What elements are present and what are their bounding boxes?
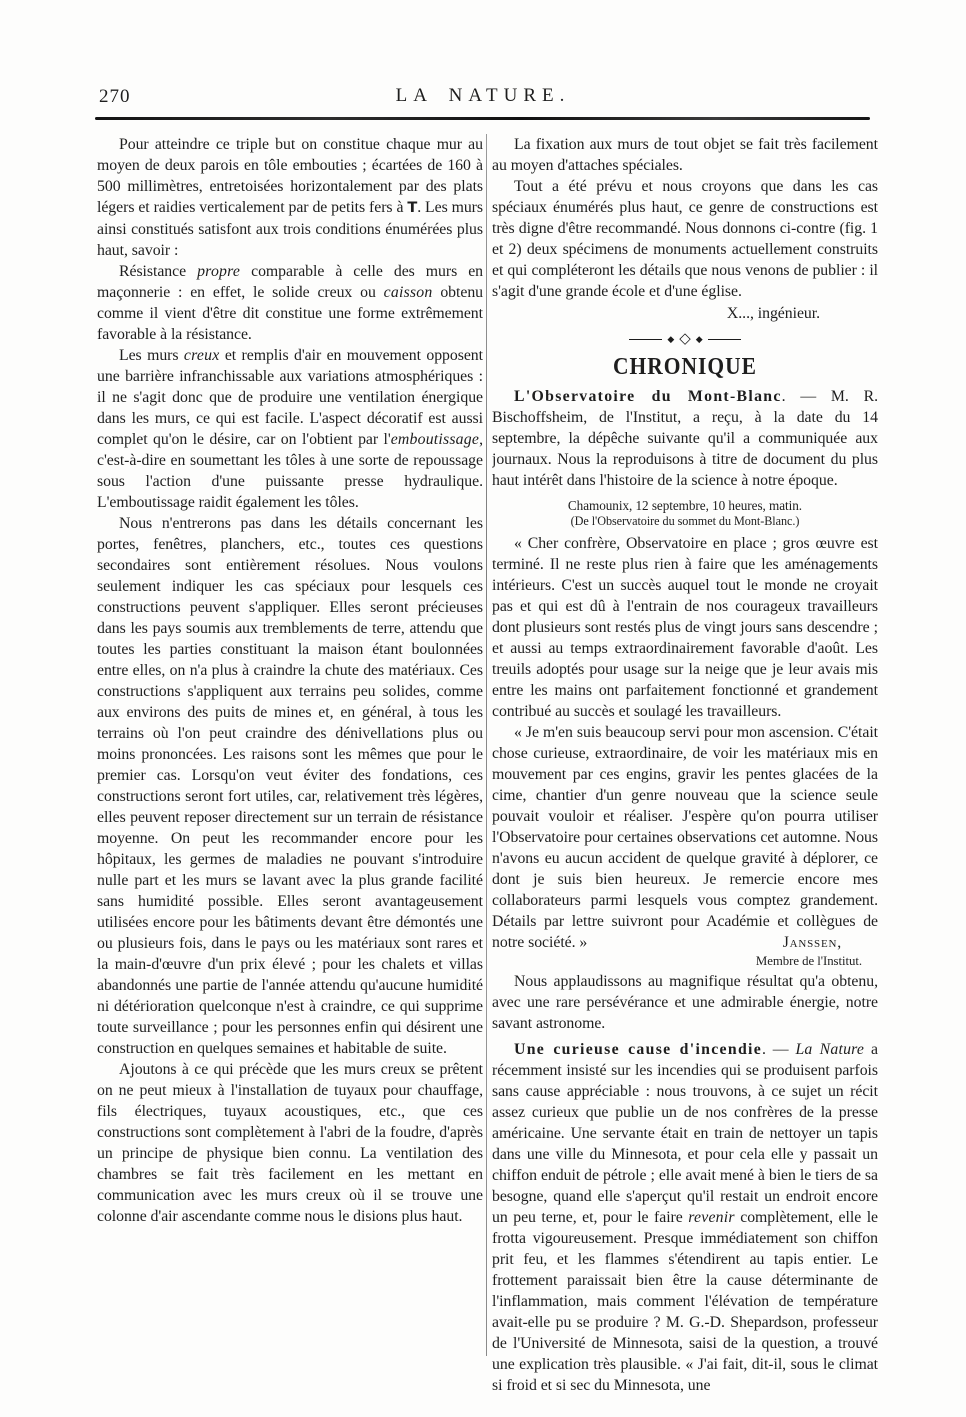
header-rule: [95, 117, 870, 120]
observatoire-paragraph: L'Observatoire du Mont-Blanc. — M. R. Bischoffsheim, de l'Institut, a reçu, à la date du 14 septembre, la dépêche suivante qu'il a communiquée aux journaux. Nous la reproduisons à titre de document du plus haut intérêt dans l'histoire de la science à notre époque.: [492, 388, 878, 489]
text-run: revenir: [688, 1209, 735, 1226]
paragraph: Résistance propre comparable à celle des murs en maçonnerie : en effet, le solide creux ou caisson obtenu comme il vient d'être dit constitue une forme extrêmement favorable à la résistance.: [97, 263, 483, 343]
right-column: [492, 134, 878, 1396]
closing-paragraph: Nous applaudissons au magnifique résultat qu'a obtenu, avec une rare persévérance et une admirable énergie, notre savant astronome.: [492, 973, 878, 1032]
text-run: propre: [197, 263, 241, 280]
page-number: 270: [99, 86, 131, 107]
journal-title: LA NATURE.: [395, 85, 571, 106]
paragraph: Les murs creux et remplis d'air en mouvement opposent une barrière infranchissable aux variations atmosphériques : il ne s'agit donc que de produire une ventilation énergique dans les murs, ce qui est facile. L'aspect décoratif est aussi complet qu'on le désire, car on l'obtient par l'emboutissage, c'est-à-dire en soumettant les tôles à une sorte de repoussage sous l'action d'une puissante presse hydraulique. L'emboutissage raidit également les tôles.: [97, 347, 483, 511]
diamond-icon: ◆: [667, 334, 675, 344]
text-run: T: [407, 200, 418, 216]
article-end: [492, 134, 878, 302]
paragraph: Nous n'entrerons pas dans les détails concernant les portes, fenêtres, planchers, etc., toutes ces questions secondaires sont entièrement résolues. Nous voulons seulement indiquer les cas spéciaux pour lesquels ces constructions peuvent s'appliquer. Elles seront précieuses dans les pays soumis aux tremblements de terre, attendu que toutes les parties constituant la maison étant boulonnées entre elles, on n'a plus à craindre la chute des matériaux. Ces constructions s'appliquent aux terrains peu solides, comme aux environs des puits de mines et, en général, à tous les terrains où l'on peut craindre des dénivellations plus ou moins prononcées. Les raisons sont les mêmes que pour le premier cas. Lorsqu'on veut éviter des fondations, ces constructions seront fort utiles, car, relativement très légères, elles peuvent reposer directement sur un terrain de résistance moyenne. On peut les recommander encore pour les hôpitaux, les germes de maladies ne pouvant s'introduire nulle part et les murs se lavant avec la plus grande facilité sans humidité possible. Elles seront avantageusement utilisées encore pour les bâtiments devant être démontés une ou plusieurs fois, dans le pays ou les matériaux sont rares et la main-d'œuvre d'un prix élevé ; pour les chalets et villas abandonnés une partie de l'année attendu qu'aucune humidité ni détérioration quelconque n'est à craindre, ce qui supprime toute surveillance ; pour les personnes enfin qui désirent une construction en quelques semaines et habitable de suite.: [97, 515, 483, 1057]
ornament-line: [629, 339, 662, 341]
telegram-paragraph: « Je m'en suis beaucoup servi pour mon ascension. C'était chose curieuse, extraordinaire, de voir les matériaux mis en mouvement par ces engins, gravir les pentes glacées de la cime, chantier d'un genre nouveau que la science seule pouvait vouloir et réaliser. J'espère qu'on pourra utiliser l'Observatoire pour certaines observations cet automne. Nous n'avons eu aucun accident de quelque gravité à déplorer, ce dont je suis bien heureux. Je remercie encore mes collaborateurs parmi lesquels vous comptez grandement. Détails par lettre suivront pour Académie et collègues de notre société. » Janssen,: [492, 724, 878, 951]
telegram-signature-title: Membre de l'Institut.: [755, 954, 862, 968]
text-run: Une curieuse cause d'incendie: [514, 1041, 763, 1058]
chronique-heading: CHRONIQUE: [613, 352, 757, 380]
text-run: La Nature: [795, 1041, 865, 1058]
diamond-icon: ◆: [695, 334, 703, 344]
paragraph: La fixation aux murs de tout objet se fait très facilement au moyen d'attaches spéciales.: [492, 136, 878, 174]
text-run: L'Observatoire du Mont-Blanc: [514, 388, 782, 405]
ornament-line: [708, 339, 741, 341]
paragraph: Ajoutons à ce qui précède que les murs creux se prêtent on ne peut mieux à l'installation de tuyaux pour chauffage, fils électriques, tuyaux acoustiques, etc., que ces constructions sont complètement à l'abri de la foudre, d'après un principe de physique bien connu. La ventilation des chambres se fait très facilement en les mettant en communication avec les murs creux où il se trouve une colonne d'air ascendante comme nous le disions plus haut.: [97, 1061, 483, 1225]
paragraph: Pour atteindre ce triple but on constitue chaque mur au moyen de deux parois en tôle embouties ; écartées de 160 à 500 millimètres, entretoisées horizontalement par des plats légers et raidies verticalement par de petits fers à T. Les murs ainsi constitués satisfont aux trois conditions énumérées plus haut, savoir :: [97, 136, 483, 259]
text-run: emboutissage: [390, 431, 480, 448]
text-run: caisson: [383, 284, 433, 301]
left-column: [97, 134, 483, 1227]
dateline-source: (De l'Observatoire du sommet du Mont-Blanc.): [570, 514, 800, 528]
ornament-divider: [492, 332, 878, 347]
column-divider: [486, 134, 487, 1356]
telegram-signature-name: Janssen,: [782, 934, 842, 951]
telegram-paragraph: « Cher confrère, Observatoire en place ; gros œuvre est terminé. Il ne reste plus rien à faire que les aménagements intérieurs. C'est un succès auquel tout le monde ne croyait pas et qui est dû à l'entrain de nos courageux travailleurs dont plusieurs sont restés plus de vingt jours sans descendre ; et aussi au temps extraordinairement favorable d'août. Les treuils adoptés pour usage sur la neige que je leur avais mis entre les mains ont parfaitement fonctionné et grandement contribué au succès et soulagé les travailleurs.: [492, 535, 878, 720]
dateline-place: Chamounix, 12 septembre, 10 heures, matin.: [567, 498, 803, 513]
paragraph: Tout a été prévu et nous croyons que dans les cas spéciaux énumérés plus haut, ce genre de constructions est très digne d'être recommandé. Nous donnons ci-contre (fig. 1 et 2) deux spécimens de monuments actuellement construits et qui compléteront les détails que nous venons de publier : il s'agit d'une grande école et d'une église.: [492, 178, 878, 300]
engineer-signature: X..., ingénieur.: [726, 305, 820, 322]
diamond-icon: ◇: [679, 331, 691, 347]
incendie-paragraph: Une curieuse cause d'incendie. — La Nature a récemment insisté sur les incendies qui se produisent parfois sans cause appréciable : nous trouvons, à ce sujet un récit assez curieux que publie un de nos confrères de la presse américaine. Une servante était en train de nettoyer un tapis dans une ville du Minnesota, et pour cela elle y passait un chiffon enduit de pétrole ; elle avait mené à bien le tiers de sa besogne, quand elle s'aperçut qu'il restait un endroit encore un peu terne, et, pour le faire revenir complètement, elle le frotta vigoureusement. Presque immédiatement son chiffon prit feu, et les flammes s'étendirent au tapis entier. Le frottement paraissait bien être la cause déterminante de l'inflammation, mais comment l'élévation de température avait-elle pu se produire ? M. G.-D. Shepardson, professeur de l'Université de Minnesota, saisi de la question, a trouvé une explication très plausible. « J'ai fait, dit-il, sous le climat si froid et si sec du Minnesota, une: [492, 1041, 878, 1394]
text-run: creux: [183, 347, 220, 364]
